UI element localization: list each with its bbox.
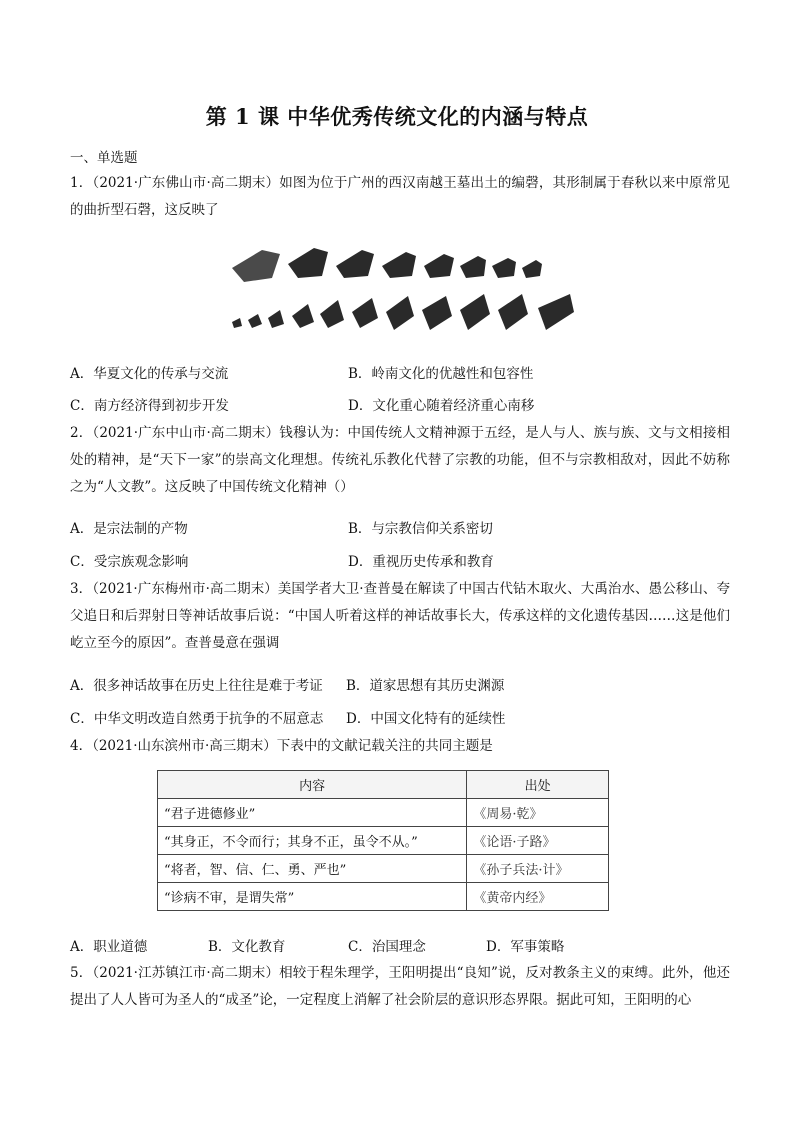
question-5-text: 5．（2021·江苏镇江市·高二期末）相较于程朱理学，王阳明提出“良知”说，反对教条主义的束缚。此外，他还提出了人人皆可为圣人的“成圣”论，一定程度上消解了社会阶层的意识形态界限。据此可知，王阳明的心 bbox=[70, 965, 730, 1008]
table-cell-content: “其身正，不令而行；其身不正，虽令不从。” bbox=[158, 827, 467, 855]
question-2-text: 2．（2021·广东中山市·高二期末）钱穆认为：中国传统人文精神源于五经，是人与人、族与族、文与文相接相处的精神，是“天下一家”的崇高文化理想。传统礼乐教化代替了宗教的功能，但不与宗教相敌对，因此不妨称之为“人文教”。这反映了中国传统文化精神（） bbox=[70, 425, 730, 495]
table-cell-content: “君子进德修业” bbox=[158, 799, 467, 827]
table-row bbox=[158, 827, 609, 855]
page-title: 第 1 课 中华优秀传统文化的内涵与特点 bbox=[205, 104, 589, 129]
q1-option-b[interactable]: B．岭南文化的优越性和包容性 bbox=[348, 366, 534, 382]
q3-option-c[interactable]: C．中华文明改造自然勇于抗争的不屈意志 bbox=[70, 711, 324, 727]
q1-option-c[interactable]: C．南方经济得到初步开发 bbox=[70, 398, 229, 414]
table-row bbox=[158, 883, 609, 911]
q4-option-c[interactable]: C．治国理念 bbox=[348, 939, 426, 955]
question-4-text: 4．（2021·山东滨州市·高三期末）下表中的文献记载关注的共同主题是 bbox=[70, 738, 493, 754]
q3-option-d[interactable]: D．中国文化特有的延续性 bbox=[346, 711, 506, 727]
q2-option-a[interactable]: A．是宗法制的产物 bbox=[70, 521, 188, 537]
section-heading: 一、单选题 bbox=[70, 150, 138, 166]
q1-option-a[interactable]: A．华夏文化的传承与交流 bbox=[70, 366, 229, 382]
q3-option-b[interactable]: B．道家思想有其历史渊源 bbox=[346, 678, 505, 694]
table-row bbox=[158, 855, 609, 883]
bianqing-stone-chimes-image bbox=[222, 238, 584, 342]
table-cell-source: 《周易·乾》 bbox=[467, 799, 609, 827]
table-cell-source: 《孙子兵法·计》 bbox=[467, 855, 609, 883]
question-4-table bbox=[157, 770, 609, 911]
q4-option-a[interactable]: A．职业道德 bbox=[70, 939, 148, 955]
q4-option-d[interactable]: D．军事策略 bbox=[486, 939, 565, 955]
q2-option-d[interactable]: D．重视历史传承和教育 bbox=[348, 554, 494, 570]
table-row bbox=[158, 799, 609, 827]
question-3-text: 3．（2021·广东梅州市·高二期末）美国学者大卫·查普曼在解读了中国古代钻木取火、大禹治水、愚公移山、夸父追日和后羿射日等神话故事后说：“中国人听着这样的神话故事长大，传承这样的文化遗传基因……这是他们屹立至今的原因”。查普曼意在强调 bbox=[70, 581, 730, 651]
table-cell-content: “将者，智、信、仁、勇、严也” bbox=[158, 855, 467, 883]
table-cell-source: 《论语·子路》 bbox=[467, 827, 609, 855]
table-header-content: 内容 bbox=[158, 771, 467, 799]
table-header-row bbox=[158, 771, 609, 799]
q2-option-b[interactable]: B．与宗教信仰关系密切 bbox=[348, 521, 493, 537]
table-cell-source: 《黄帝内经》 bbox=[467, 883, 609, 911]
q2-option-c[interactable]: C．受宗族观念影响 bbox=[70, 554, 189, 570]
question-1-text: 1．（2021·广东佛山市·高二期末）如图为位于广州的西汉南越王墓出土的编磬，其形制属于春秋以来中原常见的曲折型石磬，这反映了 bbox=[70, 175, 730, 218]
q3-option-a[interactable]: A．很多神话故事在历史上往往是难于考证 bbox=[70, 678, 323, 694]
q1-option-d[interactable]: D．文化重心随着经济重心南移 bbox=[348, 398, 535, 414]
table-header-source: 出处 bbox=[467, 771, 609, 799]
table-cell-content: “诊病不审，是谓失常” bbox=[158, 883, 467, 911]
q4-option-b[interactable]: B．文化教育 bbox=[208, 939, 286, 955]
